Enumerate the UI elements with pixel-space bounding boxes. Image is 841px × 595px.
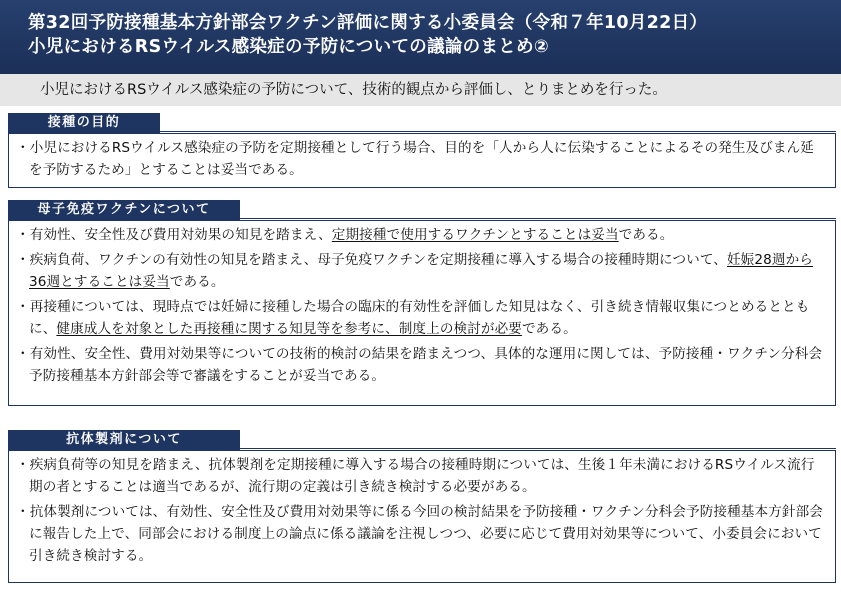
list-item: ・有効性、安全性、費用対効果等についての技術的検討の結果を踏まえつつ、具体的な運用に関しては、予防接種・ワクチン分科会予防接種基本方針部会等で審議をすることが妥当である。 <box>16 346 823 384</box>
list-item: ・小児におけるRSウイルス感染症の予防を定期接種として行う場合、目的を「人から人に伝染することによるその発生及びまん延を予防するため」とすることは妥当である。 <box>16 140 814 178</box>
section-rule-maternal-vaccine <box>240 218 836 219</box>
list-item: ・疾病負荷等の知見を踏まえ、抗体製剤を定期接種に導入する場合の接種時期については、生後１年未満におけるRSウイルス流行期の者とすることは適当であるが、流行期の定義は引き続き検討する必要がある。 <box>16 457 815 495</box>
section-title-maternal-vaccine: 母子免疫ワクチンについて <box>8 200 240 220</box>
list-item: ・再接種については、現時点では妊婦に接種した場合の臨床的有効性を評価した知見はなく、引き続き情報収集につとめるとともに、健康成人を対象とした再接種に関する知見等を参考に、制度上の検討が必要である。 <box>16 299 810 337</box>
section-box-purpose <box>8 133 836 188</box>
list-item: ・抗体製剤については、有効性、安全性及び費用対効果等に係る今回の検討結果を予防接種・ワクチン分科会予防接種基本方針部会に報告した上で、同部会における制度上の論点に係る議論を注視しつつ、必要に応じて費用対効果等について、小委員会において引き続き検討する。 <box>16 504 823 564</box>
header-title-line-1: 第32回予防接種基本方針部会ワクチン評価に関する小委員会（令和７年10月22日） <box>28 13 708 33</box>
list-item: ・疾病負荷、ワクチンの有効性の知見を踏まえ、母子免疫ワクチンを定期接種に導入する場合の接種時期について、妊娠28週から36週とすることは妥当である。 <box>16 252 813 290</box>
summary-banner: 小児におけるRSウイルス感染症の予防について、技術的観点から評価し、とりまとめを行った。 <box>0 74 841 106</box>
section-title-antibody: 抗体製剤について <box>8 430 240 450</box>
section-rule-purpose <box>160 131 836 132</box>
section-rule-antibody <box>240 448 836 449</box>
header-title-line-2: 小児におけるRSウイルス感染症の予防についての議論のまとめ② <box>28 37 549 57</box>
section-title-purpose: 接種の目的 <box>8 113 160 133</box>
slide-header <box>0 0 841 74</box>
section-box-maternal-vaccine <box>8 220 836 406</box>
list-item: ・有効性、安全性及び費用対効果の知見を踏まえ、定期接種で使用するワクチンとすることは妥当である。 <box>16 227 674 243</box>
section-box-antibody <box>8 450 836 583</box>
